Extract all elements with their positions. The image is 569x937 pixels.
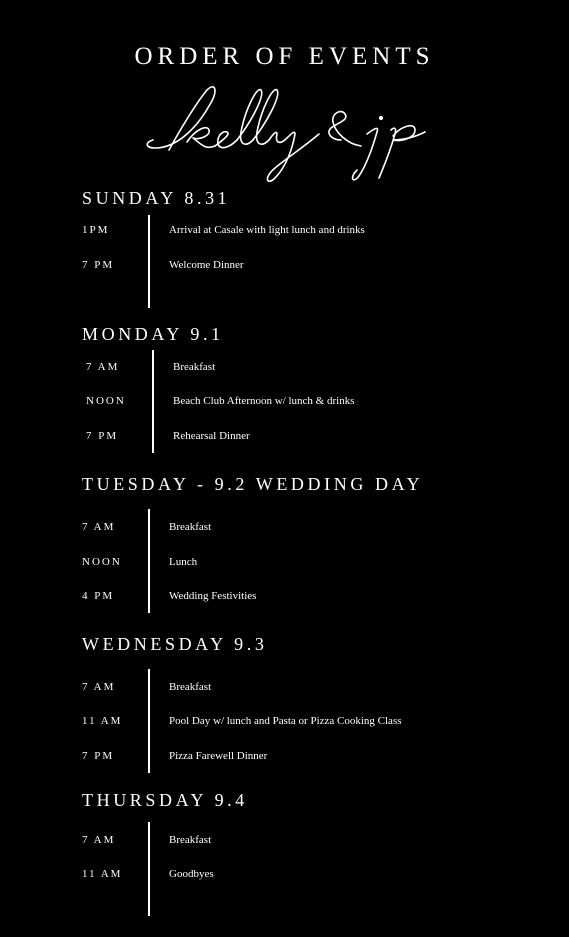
event-description: Breakfast xyxy=(173,361,216,373)
event-time: 7 AM xyxy=(82,834,116,846)
couple-monogram-script xyxy=(135,80,435,190)
event-time: 7 AM xyxy=(86,361,120,373)
event-description: Rehearsal Dinner xyxy=(173,430,250,442)
day-heading-sunday: SUNDAY 8.31 xyxy=(82,188,231,208)
event-description: Goodbyes xyxy=(169,868,214,880)
timeline-divider xyxy=(148,509,150,613)
day-heading-tuesday: TUESDAY - 9.2 WEDDING DAY xyxy=(82,474,424,494)
timeline-divider xyxy=(148,822,150,916)
event-time: NOON xyxy=(82,556,122,568)
event-time: 7 PM xyxy=(86,430,119,442)
event-time: NOON xyxy=(86,395,126,407)
event-description: Beach Club Afternoon w/ lunch & drinks xyxy=(173,395,355,407)
day-heading-thursday: THURSDAY 9.4 xyxy=(82,790,248,810)
timeline-divider xyxy=(152,350,154,453)
event-time: 7 AM xyxy=(82,681,116,693)
event-time: 7 PM xyxy=(82,259,115,271)
event-time: 7 PM xyxy=(82,750,115,762)
event-time: 11 AM xyxy=(82,868,123,880)
event-description: Arrival at Casale with light lunch and drinks xyxy=(169,224,365,236)
event-description: Pizza Farewell Dinner xyxy=(169,750,268,762)
event-time: 7 AM xyxy=(82,521,116,533)
page-title: ORDER OF EVENTS xyxy=(134,43,435,70)
event-description: Lunch xyxy=(169,556,198,568)
event-description: Welcome Dinner xyxy=(169,259,244,271)
timeline-divider xyxy=(148,215,150,308)
event-time: 1PM xyxy=(82,224,110,236)
timeline-divider xyxy=(148,669,150,773)
day-heading-monday: MONDAY 9.1 xyxy=(82,324,224,344)
event-time: 11 AM xyxy=(82,715,123,727)
event-description: Breakfast xyxy=(169,681,212,693)
event-time: 4 PM xyxy=(82,590,115,602)
event-description: Breakfast xyxy=(169,834,212,846)
day-heading-wednesday: WEDNESDAY 9.3 xyxy=(82,634,268,654)
event-description: Wedding Festivities xyxy=(169,590,257,602)
event-description: Pool Day w/ lunch and Pasta or Pizza Cooking Class xyxy=(169,715,402,727)
event-description: Breakfast xyxy=(169,521,212,533)
